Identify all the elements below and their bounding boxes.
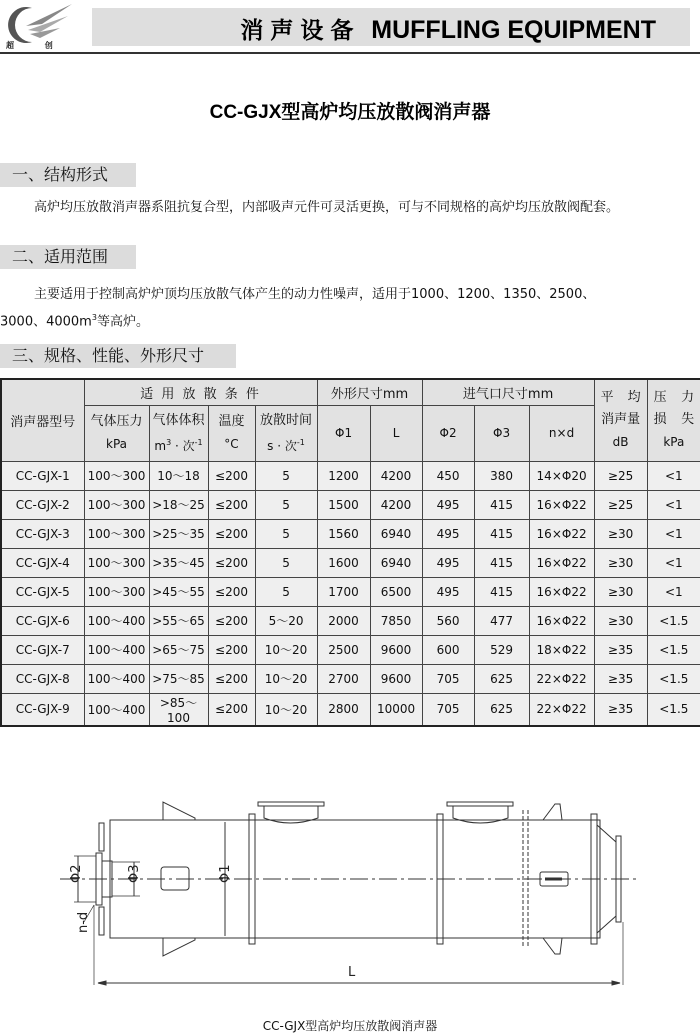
cell-phi2: 450 [422,461,474,490]
left-flange-top [99,823,104,851]
cell-time: 5 [255,519,317,548]
cell-attenuation: ≥25 [594,461,647,490]
header-pressure-loss [647,379,700,461]
cell-temperature: ≤200 [208,606,255,635]
cell-model: CC-GJX-2 [1,490,84,519]
header-banner [92,8,690,46]
cell-phi1: 1500 [317,490,370,519]
cell-L: 6500 [370,577,422,606]
cell-model: CC-GJX-9 [1,693,84,726]
header-pressure [84,405,149,461]
volume-unit-sup2: -1 [194,437,203,447]
cell-phi2: 705 [422,693,474,726]
cell-temperature: ≤200 [208,519,255,548]
dim-L-arrow-left [98,981,106,985]
cell-model: CC-GJX-1 [1,461,84,490]
cell-nxd: 16×Φ22 [529,606,594,635]
time-unit-sup: -1 [296,437,305,447]
cell-model: CC-GJX-4 [1,548,84,577]
table-row [1,635,700,664]
cell-volume: >65～75 [149,635,208,664]
volume-unit [150,432,208,457]
header-conditions: 适 用 放 散 条 件 [84,379,317,405]
cell-time: 10～20 [255,693,317,726]
cell-time: 5 [255,461,317,490]
cell-L: 9600 [370,664,422,693]
cell-attenuation: ≥35 [594,635,647,664]
cell-L: 4200 [370,490,422,519]
section-heading-scope: 二、适用范围 [0,245,136,269]
cell-phi3: 477 [474,606,529,635]
attenuation-unit: dB [612,435,629,450]
temp-unit: °C [224,437,239,451]
cell-volume: >75～85 [149,664,208,693]
cell-volume: >25～35 [149,519,208,548]
cell-pressure: 100～400 [84,664,149,693]
cell-pressure: 100～300 [84,548,149,577]
volume-unit-b: · 次 [171,438,195,453]
cell-pressure: 100～300 [84,577,149,606]
lug-top-right [543,804,562,820]
section-text-scope-line1: 主要适用于控制高炉炉顶均压放散气体产生的动力性噪声，适用于1000、1200、1350、2500、 [34,287,596,302]
cell-phi1: 1700 [317,577,370,606]
scope-line2-b: 等高炉。 [96,314,149,330]
cell-phi2: 495 [422,490,474,519]
cell-time: 10～20 [255,635,317,664]
cell-phi2: 560 [422,606,474,635]
header-volume [149,405,208,461]
cell-model: CC-GJX-6 [1,606,84,635]
cell-pressure-loss: <1.5 [647,635,700,664]
cell-pressure-loss: <1.5 [647,693,700,726]
cell-pressure: 100～300 [84,461,149,490]
cell-attenuation: ≥25 [594,490,647,519]
left-flange-bottom [99,907,104,935]
table-row [1,490,700,519]
cell-temperature: ≤200 [208,693,255,726]
table-header-row-1 [1,379,700,405]
cell-time: 5 [255,577,317,606]
table-row [1,577,700,606]
cell-pressure: 100～300 [84,490,149,519]
cell-attenuation: ≥35 [594,693,647,726]
logo-text: 超 创 [6,41,67,50]
spec-table [0,378,700,727]
attenuation-l1a: 平 [600,390,614,406]
dim-L-arrow-right [612,981,620,985]
drawing-caption: CC-GJX型高炉均压放散阀消声器 [262,1019,438,1033]
cell-phi3: 415 [474,548,529,577]
cell-nxd: 16×Φ22 [529,490,594,519]
cell-attenuation: ≥35 [594,664,647,693]
cell-nxd: 16×Φ22 [529,577,594,606]
cell-phi1: 2500 [317,635,370,664]
document-title: CC-GJX型高炉均压放散阀消声器 [209,102,491,123]
cell-pressure: 100～400 [84,635,149,664]
cell-phi2: 495 [422,577,474,606]
cell-phi1: 1600 [317,548,370,577]
table-row [1,461,700,490]
cell-phi1: 2000 [317,606,370,635]
label-phi3: Φ3 [127,864,142,883]
attenuation-l1b: 均 [627,390,641,406]
cell-attenuation: ≥30 [594,519,647,548]
cell-phi3: 625 [474,664,529,693]
cell-time: 5 [255,490,317,519]
muffler-drawing [0,780,700,990]
cell-time: 10～20 [255,664,317,693]
header-inlet-dims: 进气口尺寸mm [422,379,594,405]
header-L: L [370,405,422,461]
header-outer-dims: 外形尺寸mm [317,379,422,405]
cell-pressure-loss: <1.5 [647,606,700,635]
cell-pressure-loss: <1 [647,577,700,606]
loss-l1b: 力 [681,390,695,406]
lug-bottom-right [543,938,562,954]
cell-model: CC-GJX-7 [1,635,84,664]
cell-phi2: 495 [422,548,474,577]
cell-attenuation: ≥30 [594,548,647,577]
cell-model: CC-GJX-5 [1,577,84,606]
cell-temperature: ≤200 [208,461,255,490]
cell-nxd: 18×Φ22 [529,635,594,664]
banner-title-cn: 消声设备 [240,18,361,44]
top-outlet-flange-1 [258,802,324,806]
loss-l1a: 压 [653,390,667,406]
cell-volume: >35～45 [149,548,208,577]
table-row [1,664,700,693]
cell-L: 6940 [370,519,422,548]
header-time [255,405,317,461]
cell-pressure: 100～400 [84,606,149,635]
cell-L: 10000 [370,693,422,726]
cell-pressure: 100～400 [84,693,149,726]
banner-title-en: MUFFLING EQUIPMENT [371,16,656,44]
cell-phi2: 600 [422,635,474,664]
cell-volume: >85～100 [149,693,208,726]
section-text-scope-line2 [0,306,149,334]
cell-phi3: 415 [474,490,529,519]
lug-top-left [163,802,195,820]
cell-volume: >55～65 [149,606,208,635]
cell-attenuation: ≥30 [594,577,647,606]
cell-pressure-loss: <1 [647,548,700,577]
cell-model: CC-GJX-8 [1,664,84,693]
cell-phi3: 529 [474,635,529,664]
loss-l2a: 损 [653,412,667,428]
cell-phi1: 2800 [317,693,370,726]
label-phi1: Φ1 [218,864,233,883]
header-phi1: Φ1 [317,405,370,461]
spec-table-body [1,461,700,726]
cell-volume: >45～55 [149,577,208,606]
table-row [1,519,700,548]
cell-phi2: 495 [422,519,474,548]
header-attenuation [594,379,647,461]
header-model: 消声器型号 [1,379,84,461]
time-label: 放散时间 [260,412,313,428]
section-heading-structure: 一、结构形式 [0,163,136,187]
cell-pressure-loss: <1 [647,519,700,548]
cell-phi3: 415 [474,519,529,548]
scope-line2-sup: 3 [91,313,97,322]
cell-phi3: 380 [474,461,529,490]
cell-nxd: 16×Φ22 [529,519,594,548]
top-outlet-flange-2 [447,802,513,806]
time-unit-a: s · 次 [267,438,297,453]
header-temperature [208,405,255,461]
temp-label: 温度 [218,414,245,429]
cell-pressure-loss: <1.5 [647,664,700,693]
cell-temperature: ≤200 [208,577,255,606]
label-phi2: Φ2 [69,864,84,883]
cell-phi1: 1560 [317,519,370,548]
cell-phi1: 2700 [317,664,370,693]
cell-volume: 10～18 [149,461,208,490]
cell-pressure: 100～300 [84,519,149,548]
pressure-unit: kPa [106,437,127,451]
cell-phi3: 625 [474,693,529,726]
cell-temperature: ≤200 [208,664,255,693]
cell-temperature: ≤200 [208,635,255,664]
cell-phi1: 1200 [317,461,370,490]
cell-phi3: 415 [474,577,529,606]
cell-time: 5 [255,548,317,577]
loss-unit: kPa [663,435,685,450]
cell-temperature: ≤200 [208,548,255,577]
label-nd: n-d [76,911,91,933]
label-L: L [348,965,356,980]
attenuation-l2: 消声量 [601,412,641,428]
cell-L: 4200 [370,461,422,490]
cell-attenuation: ≥30 [594,606,647,635]
cell-model: CC-GJX-3 [1,519,84,548]
cell-nxd: 16×Φ22 [529,548,594,577]
pressure-label: 气体压力 [90,414,143,429]
volume-label: 气体体积 [152,412,205,428]
lug-bottom-left [163,938,195,956]
banner-title [240,12,656,45]
scope-line2-a: 3000、4000m [0,314,92,330]
section-text-structure: 高炉均压放散消声器系阻抗复合型，内部吸声元件可灵活更换，可与不同规格的高炉均压放散阀配套。 [34,200,620,215]
cell-pressure-loss: <1 [647,490,700,519]
table-row [1,606,700,635]
volume-unit-sup1: 3 [166,437,172,447]
cell-nxd: 22×Φ22 [529,664,594,693]
time-unit [256,432,317,457]
cell-L: 9600 [370,635,422,664]
cell-nxd: 14×Φ20 [529,461,594,490]
cell-time: 5～20 [255,606,317,635]
cell-L: 6940 [370,548,422,577]
header-rule [0,52,700,54]
table-row [1,693,700,726]
table-row [1,548,700,577]
volume-unit-a: m [154,438,167,453]
header-nxd: n×d [529,405,594,461]
cell-phi2: 705 [422,664,474,693]
header-phi2: Φ2 [422,405,474,461]
loss-l2b: 失 [681,412,695,428]
cell-nxd: 22×Φ22 [529,693,594,726]
cell-temperature: ≤200 [208,490,255,519]
section-heading-specs: 三、规格、性能、外形尺寸 [0,344,236,368]
cell-L: 7850 [370,606,422,635]
cell-pressure-loss: <1 [647,461,700,490]
cell-volume: >18～25 [149,490,208,519]
header-phi3: Φ3 [474,405,529,461]
